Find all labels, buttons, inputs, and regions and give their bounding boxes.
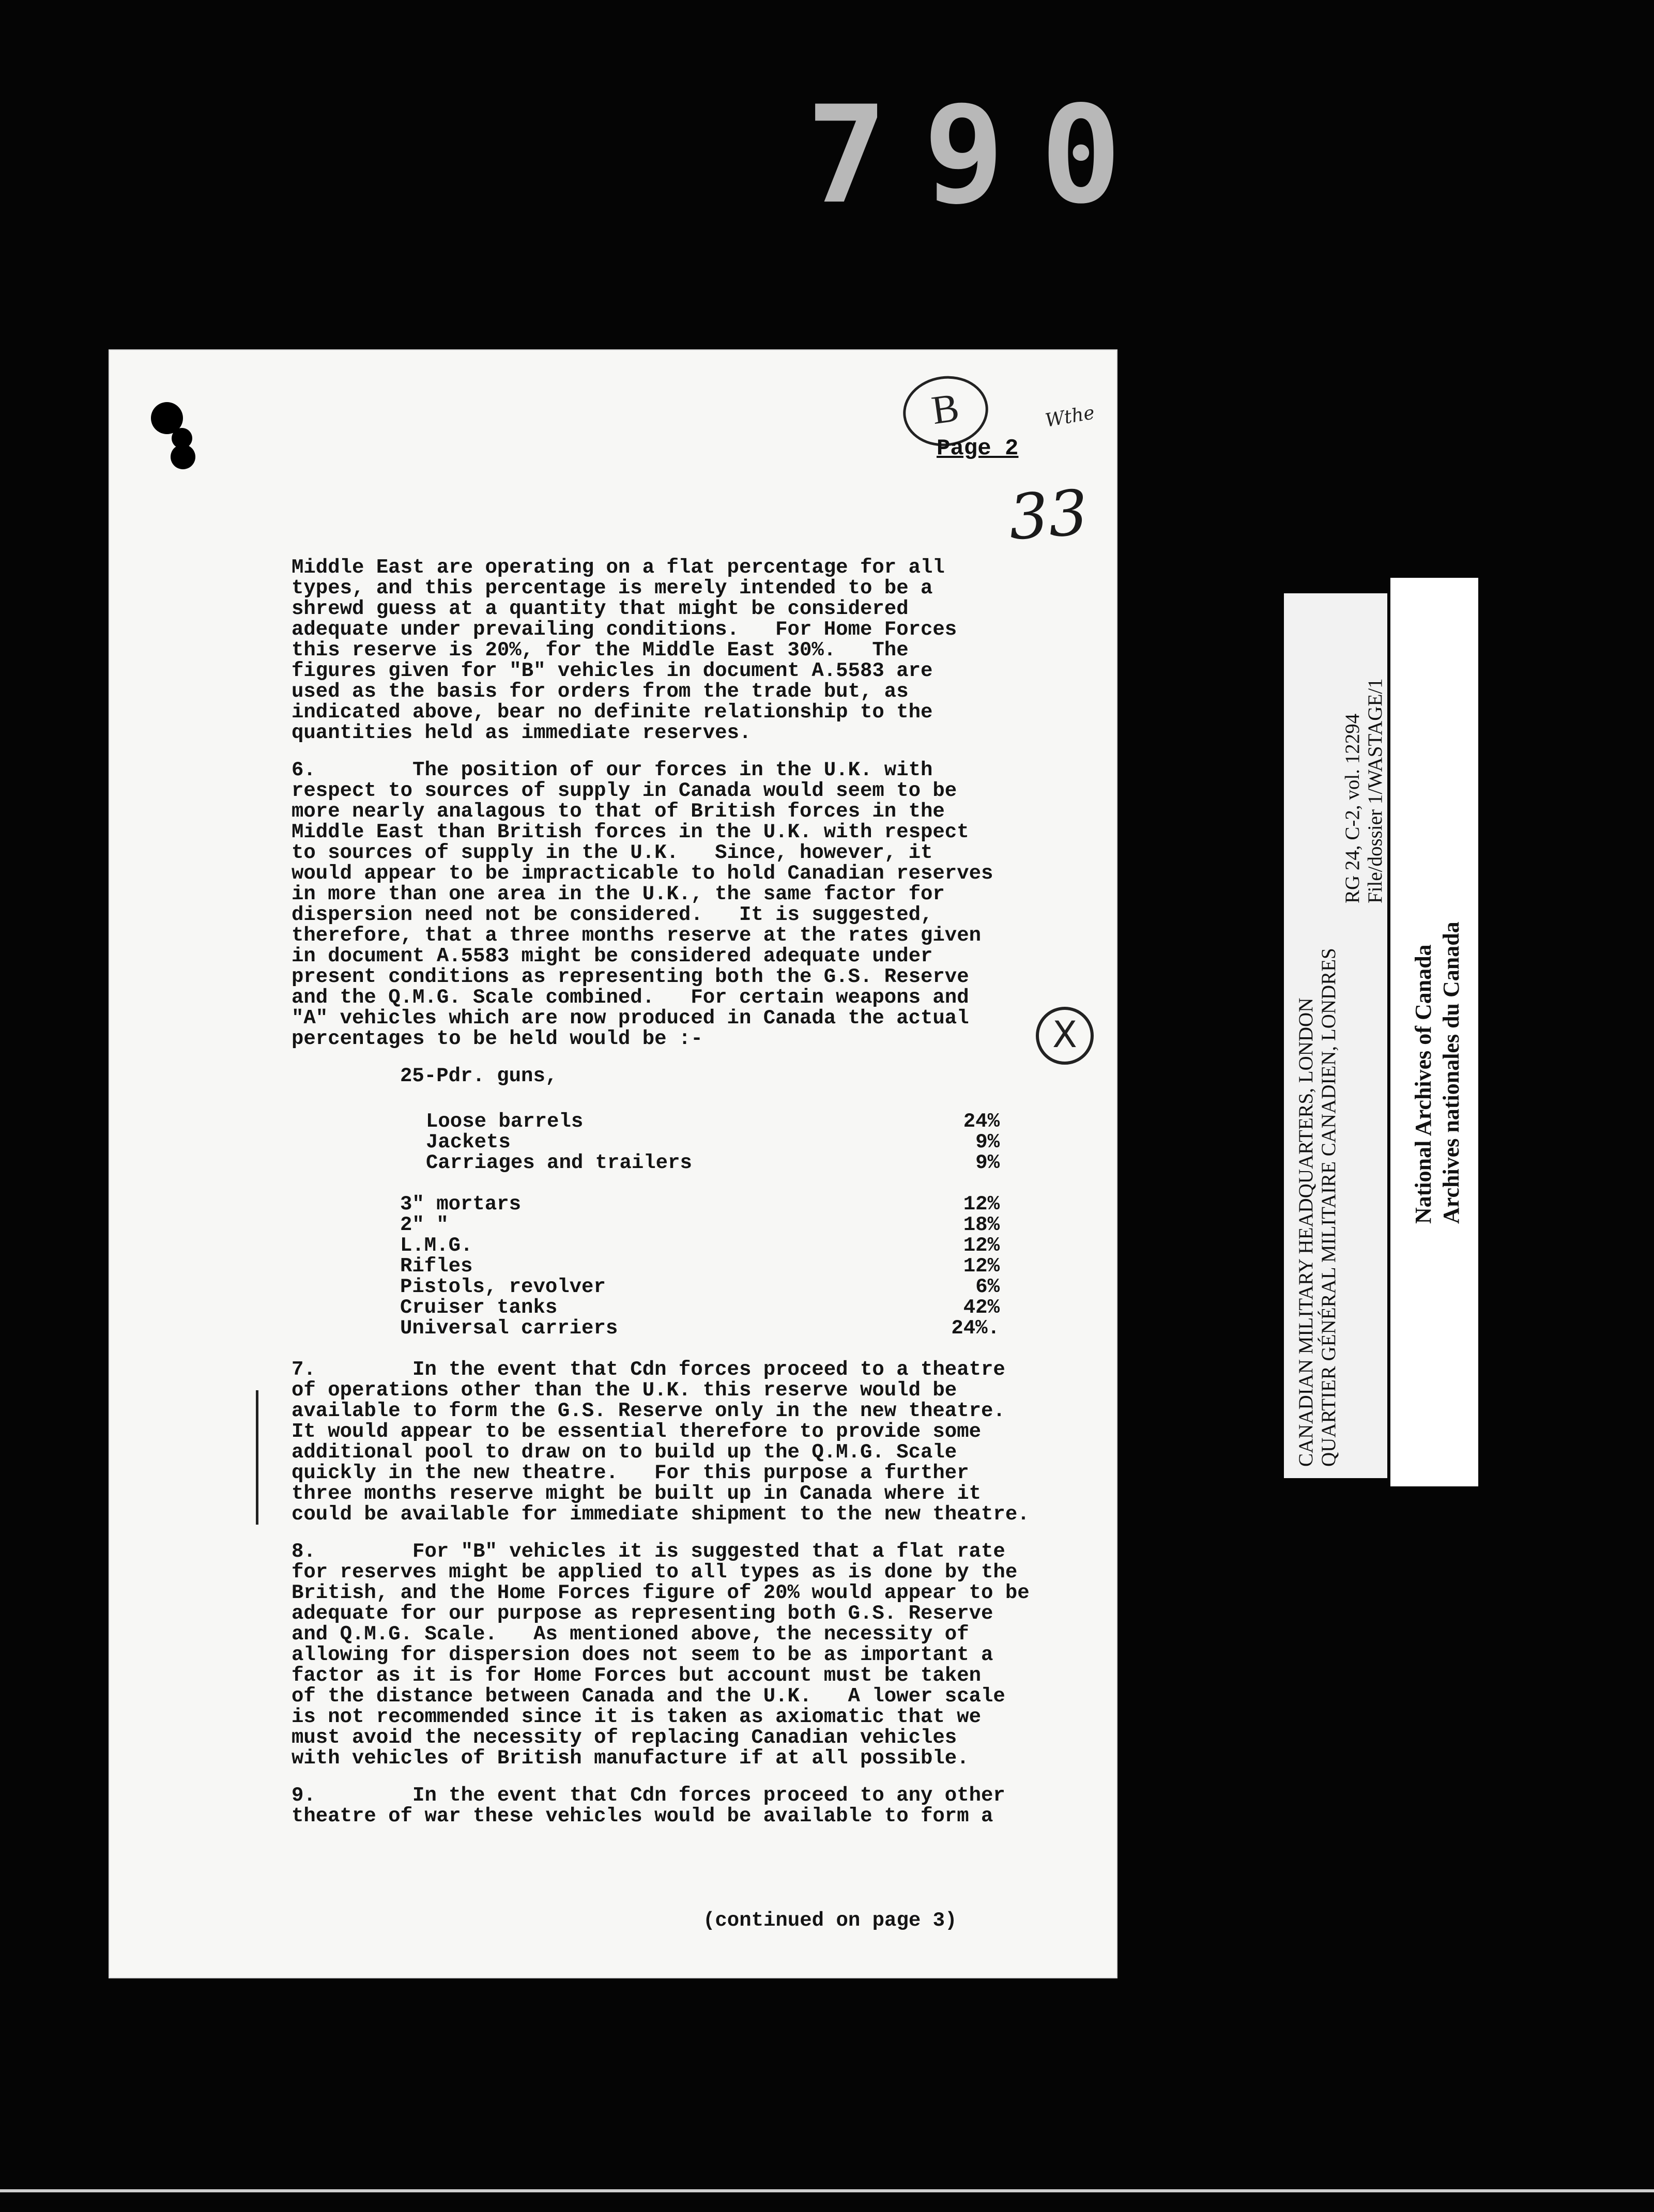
table-row: Cruiser tanks 42% bbox=[400, 1296, 1000, 1319]
typed-body bbox=[292, 557, 1170, 1843]
archive-reference-strip bbox=[1284, 593, 1387, 1478]
paragraph-5-continued: Middle East are operating on a flat percentage for all types, and this percentage is merely intended to be a shrewd guess at a quantity that might be considered adequate under prevailing conditions. For Home Forces this reserve is 20%, for the Middle East 30%. The figures given for "B" vehicles in document A.5583 are used as the basis for orders from the trade but, as indicated above, bear no definite relationship to the quantities held as immediate reserves. bbox=[292, 556, 957, 744]
paragraph-6: 6. The position of our forces in the U.K. with respect to sources of supply in Canada would seem to be more nearly analagous to that of British forces in the Middle East than British forces in the U.K. with respect to sources of supply in the U.K. Since, however, it would appear to be impracticable to hold Canadian reserves in more than one area in the U.K., the same factor for dispersion need not be considered. It is suggested, therefore, that a three months reserve at the rates given in document A.5583 might be considered adequate under present conditions as representing both the G.S. Reserve and the Q.M.G. Scale combined. For certain weapons and "A" vehicles which are now produced in Canada the actual percentages to be held would be :- bbox=[292, 759, 993, 1050]
circled-letter-stamp: B bbox=[898, 371, 992, 452]
table-row: Loose barrels 24% bbox=[426, 1110, 1000, 1133]
table-row: 3" mortars 12% bbox=[400, 1193, 1000, 1216]
table-row: L.M.G. 12% bbox=[400, 1234, 1000, 1257]
table-row: Pistols, revolver 6% bbox=[400, 1276, 1000, 1298]
archive-origin-english: CANADIAN MILITARY HEADQUARTERS, LONDON bbox=[1295, 997, 1317, 1467]
paragraph-9: 9. In the event that Cdn forces proceed to any other theatre of war these vehicles would be available to form a bbox=[292, 1784, 1005, 1827]
table-group-weapons bbox=[292, 1194, 1170, 1339]
table-group-guns bbox=[292, 1111, 1170, 1173]
table-row: 2" " 18% bbox=[400, 1213, 1000, 1236]
table-row: Rifles 12% bbox=[400, 1255, 1000, 1278]
continued-note: (continued on page 3) bbox=[703, 1909, 957, 1932]
margin-vertical-line bbox=[256, 1390, 258, 1525]
archive-institution-english: National Archives of Canada bbox=[1411, 944, 1436, 1224]
film-edge-line bbox=[0, 2189, 1654, 2192]
punch-hole-mark bbox=[171, 444, 195, 469]
margin-scribble: Wthe bbox=[1044, 402, 1096, 432]
archive-institution-french: Archives nationales du Canada bbox=[1438, 921, 1464, 1224]
archive-volume-reference: RG 24, C-2, vol. 12294 bbox=[1341, 713, 1364, 903]
paragraph-8: 8. For "B" vehicles it is suggested that a flat rate for reserves might be applied to all types as is done by the British, and the Home Forces figure of 20% would appear to be adequate for our purpose as representing both G.S. Reserve and Q.M.G. Scale. As mentioned above, the necessity of allowing for dispersion does not seem to be as important a factor as it is for Home Forces but account must be taken of the distance between Canada and the U.K. A lower scale is not recommended since it is taken as axiomatic that we must avoid the necessity of replacing Canadian vehicles with vehicles of British manufacture if at all possible. bbox=[292, 1540, 1030, 1770]
table-heading: 25-Pdr. guns, bbox=[400, 1065, 558, 1087]
archive-file-reference: File/dossier 1/WASTAGE/1 bbox=[1364, 678, 1386, 903]
table-row: Carriages and trailers 9% bbox=[426, 1151, 1000, 1174]
table-row: Jackets 9% bbox=[426, 1131, 1000, 1154]
page-number-label: Page 2 bbox=[937, 436, 1019, 462]
document-page bbox=[110, 350, 1116, 1977]
handwritten-folio-number: 33 bbox=[1006, 477, 1091, 555]
microfilm-frame-number: 790 bbox=[806, 78, 1158, 234]
archive-institution-strip bbox=[1390, 578, 1478, 1486]
table-row: Universal carriers 24%. bbox=[400, 1317, 1000, 1340]
reserve-percentage-table bbox=[292, 1066, 1170, 1339]
circled-x-mark: X bbox=[1036, 1007, 1094, 1065]
archive-origin-french: QUARTIER GÉNÉRAL MILITAIRE CANADIEN, LONDRES bbox=[1318, 948, 1340, 1467]
paragraph-7: 7. In the event that Cdn forces proceed to a theatre of operations other than the U.K. this reserve would be available to form the G.S. Reserve only in the new theatre. It would appear to be essential therefore to provide some additional pool to draw on to build up the Q.M.G. Scale quickly in the new theatre. For this purpose a further three months reserve might be built up in Canada where it could be available for immediate shipment to the new theatre. bbox=[292, 1358, 1030, 1526]
